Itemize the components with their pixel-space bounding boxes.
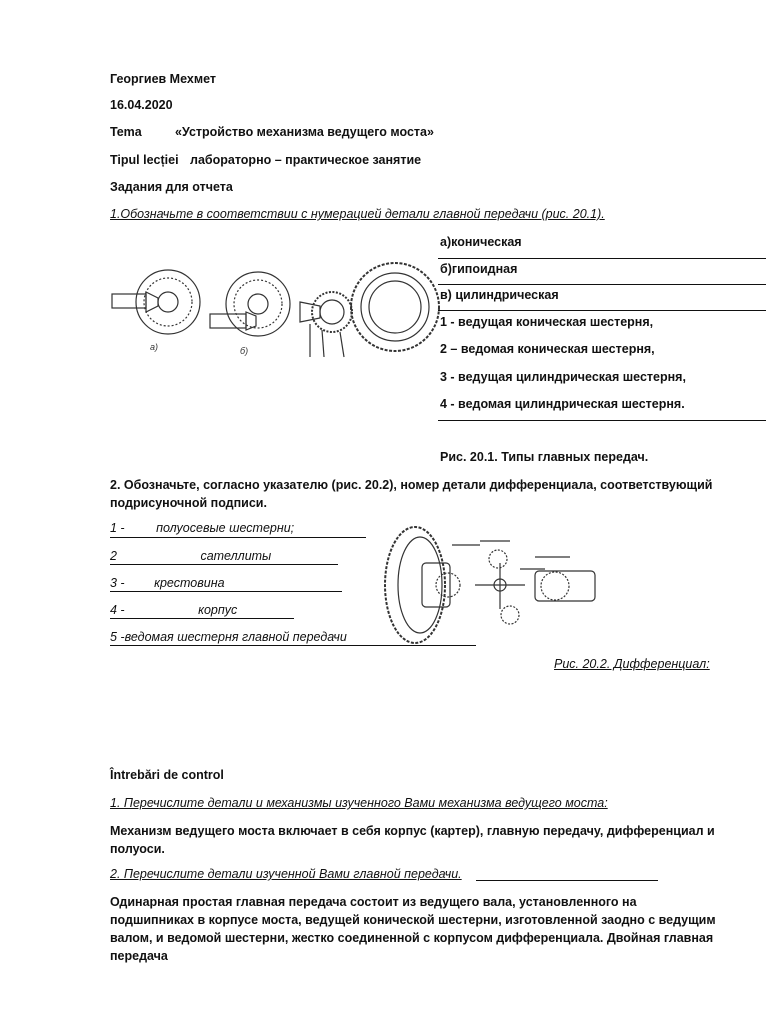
- gear-part-2: 2 – ведомая коническая шестерня,: [440, 342, 655, 356]
- tema-value: «Устройство механизма ведущего моста»: [175, 125, 434, 139]
- gear-type-conical: а)коническая: [440, 235, 522, 249]
- figure-20-1-caption: Рис. 20.1. Типы главных передач.: [440, 450, 649, 464]
- diff-item-num: 1 -: [110, 521, 125, 535]
- gear-part-3: 3 - ведущая цилиндрическая шестерня,: [440, 370, 686, 384]
- diff-item-num: 2: [110, 549, 117, 563]
- hypoid-gear-drawing: [210, 272, 290, 356]
- answer-line: [476, 880, 658, 881]
- answer-line: [438, 258, 766, 259]
- differential-figure: [360, 523, 608, 651]
- diff-item-1: [110, 521, 294, 535]
- diff-item-num: 5 -: [110, 630, 125, 644]
- diff-item-num: 3 -: [110, 576, 125, 590]
- lesson-type-label: Tipul lecției: [110, 153, 179, 167]
- cylindrical-gear-drawing: [300, 263, 439, 357]
- figure-20-2-caption: Рис. 20.2. Дифференциал:: [554, 657, 710, 671]
- diff-item-num: 4 -: [110, 603, 125, 617]
- tasks-title: Задания для отчета: [110, 180, 233, 194]
- main-gear-types-figure: [110, 262, 440, 362]
- lesson-type-value: лабораторно – практическое занятие: [190, 153, 422, 167]
- diff-item-4: [110, 603, 237, 617]
- answer-line: [438, 310, 766, 311]
- diff-item-text: сателлиты: [200, 549, 272, 563]
- answer-line: [110, 591, 342, 592]
- diff-item-text: крестовина: [154, 576, 225, 590]
- answer-1: Механизм ведущего моста включает в себя корпус (картер), главную передачу, дифференциал и полуоси.: [110, 824, 715, 856]
- gear-part-1: 1 - ведущая коническая шестерня,: [440, 315, 654, 329]
- gear-part-4: 4 - ведомая цилиндрическая шестерня.: [440, 397, 685, 411]
- gear-type-hypoid: б)гипоидная: [440, 262, 518, 276]
- diff-item-text: ведомая шестерня главной передачи: [124, 630, 347, 644]
- answer-line: [438, 284, 766, 285]
- diff-item-3: [110, 576, 225, 590]
- answer-2: Одинарная простая главная передача состоит из ведущего вала, установленного на подшипниках в корпусе моста, ведущей конической шестерни, изготовленной заодно с ведущим валом, и ведомой шестерни, жестко соединенной с корпусом дифференциала. Двойная главная передача: [110, 895, 716, 963]
- question-1: 1. Перечислите детали и механизмы изученного Вами механизма ведущего моста:: [110, 796, 608, 810]
- question-2: 2. Перечислите детали изученной Вами главной передачи.: [110, 867, 462, 881]
- answer-line: [438, 420, 766, 421]
- answer-line: [110, 564, 338, 565]
- diff-item-text: полуосевые шестерни;: [156, 521, 295, 535]
- tema-label: Tema: [110, 125, 142, 139]
- diff-item-2: [110, 549, 271, 563]
- diff-item-text: корпус: [198, 603, 238, 617]
- task2-prompt: 2. Обозначьте, согласно указателю (рис. 20.2), номер детали дифференциала, соответствующий подрисуночной подписи.: [110, 478, 713, 510]
- answer-line: [110, 618, 294, 619]
- gear-type-cylindrical: в) цилиндрическая: [440, 288, 559, 302]
- svg-text:а): а): [150, 342, 159, 352]
- answer-line: [110, 537, 366, 538]
- svg-text:б): б): [240, 346, 249, 356]
- document-date: 16.04.2020: [110, 98, 173, 112]
- task1-prompt: 1.Обозначьте в соответствии с нумерацией детали главной передачи (рис. 20.1).: [110, 207, 605, 221]
- diff-item-5: [110, 630, 347, 644]
- author-name: Георгиев Мехмет: [110, 72, 216, 86]
- control-questions-title: Întrebări de control: [110, 768, 224, 782]
- conical-gear-drawing: [112, 270, 200, 352]
